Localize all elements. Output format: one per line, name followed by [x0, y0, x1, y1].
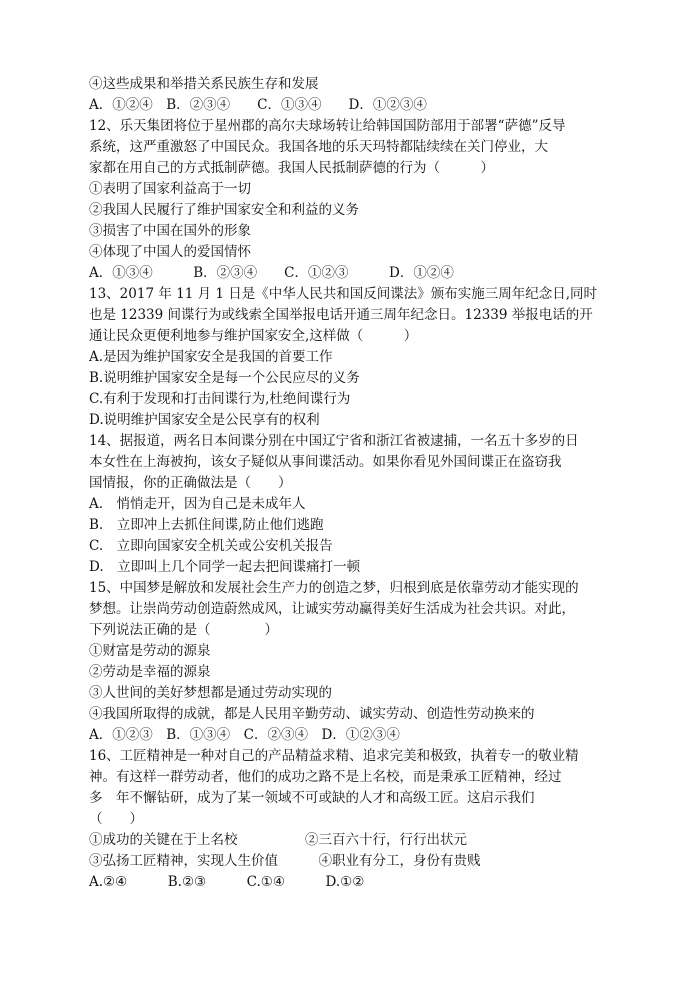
question-15-text: 15、中国梦是解放和发展社会生产力的创造之梦，归根到底是依靠劳动才能实现的 [89, 580, 579, 596]
question-16-text: 多 年不懈钻研，成为了某一领域不可或缺的人才和高级工匠。这启示我们 [89, 790, 535, 806]
option-line: ③弘扬工匠精神，实现人生价值 ④职业有分工，身份有贵贱 [89, 853, 481, 869]
option-line: C. 立即向国家安全机关或公安机关报告 [89, 538, 333, 554]
option-line: ③人世间的美好梦想都是通过劳动实现的 [89, 685, 332, 701]
option-line: C.有利于发现和打击间谍行为,杜绝间谍行为 [89, 391, 351, 407]
option-line: ①成功的关键在于上名校 ②三百六十行，行行出状元 [89, 832, 467, 848]
question-13-text: 13、2017 年 11 月 1 日是《中华人民共和国反间谍法》颁布实施三周年纪念日,同时 [89, 286, 598, 302]
option-line: ②劳动是幸福的源泉 [89, 664, 211, 680]
answer-choices: A．①②④ B．②③④ C．①③④ D．①②③④ [89, 97, 427, 113]
option-line: ④体现了中国人的爱国情怀 [89, 244, 251, 260]
question-16-text: 神。有这样一群劳动者，他们的成功之路不是上名校，而是秉承工匠精神，经过 [89, 769, 562, 785]
question-12-text: 系统，这严重激怒了中国民众。我国各地的乐天玛特都陆续续在关门停业，大 [89, 139, 548, 155]
answer-choices: A．①③④ B．②③④ C．①②③ D．①②④ [89, 265, 454, 281]
option-line: D.说明维护国家安全是公民享有的权利 [89, 412, 320, 428]
option-line: ①财富是劳动的源泉 [89, 643, 211, 659]
option-line: B. 立即冲上去抓住间谍,防止他们逃跑 [89, 517, 324, 533]
option-line: ④我国所取得的成就，都是人民用辛勤劳动、诚实劳动、创造性劳动换来的 [89, 706, 535, 722]
option-line: D. 立即叫上几个同学一起去把间谍痛打一顿 [89, 559, 361, 575]
answer-choices: A.②④ B.②③ C.①④ D.①② [89, 874, 365, 890]
answer-choices: A．①②③ B．①③④ C．②③④ D．①②③④ [89, 727, 400, 743]
option-line: A.是因为维护国家安全是我国的首要工作 [89, 349, 333, 365]
question-12-text: 家都在用自己的方式抵制萨德。我国人民抵制萨德的行为（ ） [89, 160, 494, 176]
option-line: B.说明维护国家安全是每一个公民应尽的义务 [89, 370, 360, 386]
question-15-text: 下列说法正确的是（ ） [89, 622, 278, 638]
option-line: ②我国人民履行了维护国家安全和利益的义务 [89, 202, 359, 218]
question-15-text: 梦想。让崇尚劳动创造蔚然成风，让诚实劳动赢得美好生活成为社会共识。对此， [89, 601, 575, 617]
option-line: ④这些成果和举措关系民族生存和发展 [89, 76, 319, 92]
option-line: ①表明了国家利益高于一切 [89, 181, 251, 197]
option-line: ③损害了中国在国外的形象 [89, 223, 251, 239]
exam-page [89, 74, 624, 893]
question-13-text: 通让民众更便利地参与维护国家安全,这样做（ ） [89, 328, 418, 344]
question-16-text: （ ） [89, 811, 143, 827]
question-16-text: 16、工匠精神是一种对自己的产品精益求精、追求完美和极致，执着专一的敬业精 [89, 748, 579, 764]
option-line: A. 悄悄走开，因为自己是未成年人 [89, 496, 306, 512]
question-12-text: 12、乐天集团将位于星州郡的高尔夫球场转让给韩国国防部用于部署“萨德”反导 [89, 118, 566, 134]
question-13-text: 也是 12339 间谍行为或线索全国举报电话开通三周年纪念日。12339 举报电话的开 [89, 307, 593, 323]
question-14-text: 本女性在上海被拘，该女子疑似从事间谍活动。如果你看见外国间谍正在盗窃我 [89, 454, 562, 470]
question-14-text: 14、据报道，两名日本间谍分别在中国辽宁省和浙江省被逮捕，一名五十多岁的日 [89, 433, 579, 449]
question-14-text: 国情报，你的正确做法是（ ） [89, 475, 292, 491]
